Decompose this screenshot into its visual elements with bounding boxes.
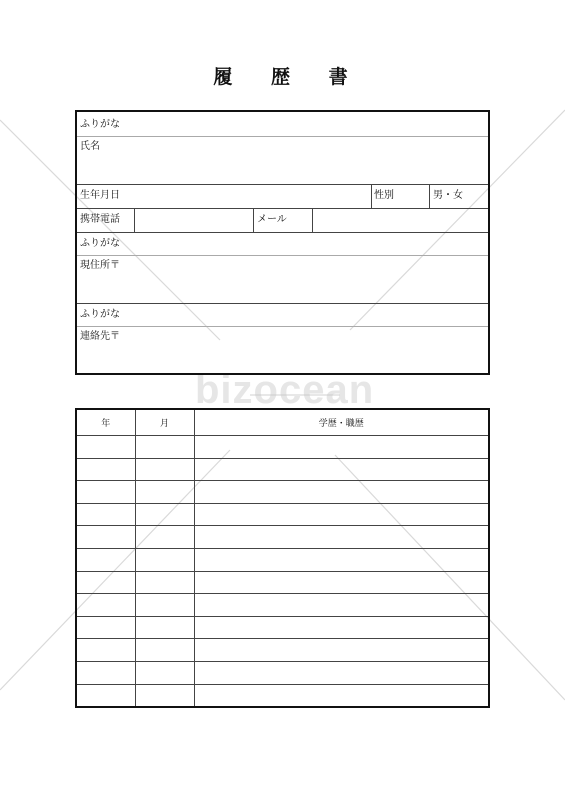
history-cell[interactable] [194,571,489,594]
month-cell[interactable] [135,594,194,617]
history-cell[interactable] [194,436,489,459]
email-field[interactable] [313,209,488,232]
history-cell[interactable] [194,503,489,526]
year-cell[interactable] [76,458,135,481]
history-cell[interactable] [194,639,489,662]
month-cell[interactable] [135,661,194,684]
address-field[interactable] [125,256,486,303]
contact-address-label: 連絡先〒 [80,331,120,342]
divider [77,136,488,137]
year-cell[interactable] [76,639,135,662]
year-cell[interactable] [76,594,135,617]
year-cell[interactable] [76,526,135,549]
contact-address-row [77,326,488,373]
month-cell[interactable] [135,616,194,639]
month-cell[interactable] [135,458,194,481]
page-title: 履 歴 書 [213,66,364,88]
month-cell[interactable] [135,503,194,526]
history-column-header: 学歴・職歴 [194,409,489,436]
table-row [76,661,489,684]
history-cell[interactable] [194,481,489,504]
name-label: 氏名 [80,141,100,152]
history-table [75,408,490,708]
table-row [76,571,489,594]
history-cell[interactable] [194,594,489,617]
history-cell[interactable] [194,458,489,481]
table-row [76,481,489,504]
year-cell[interactable] [76,548,135,571]
furigana-row-2 [77,232,488,255]
history-cell[interactable] [194,548,489,571]
table-row [76,639,489,662]
month-cell[interactable] [135,436,194,459]
address-label: 現住所〒 [80,260,120,271]
furigana-label-2: ふりがな [80,238,120,249]
year-cell[interactable] [76,684,135,707]
divider [429,185,430,208]
furigana-row-3 [77,303,488,326]
furigana-label-1: ふりがな [80,119,120,130]
month-column-header: 月 [135,409,194,436]
furigana-label-3: ふりがな [80,309,120,320]
month-cell[interactable] [135,481,194,504]
birthdate-row [77,184,488,208]
year-cell[interactable] [76,481,135,504]
contact-address-field[interactable] [125,327,486,373]
history-header-row [76,409,489,436]
table-row [76,684,489,707]
name-field[interactable] [107,138,486,182]
year-cell[interactable] [76,503,135,526]
table-row [76,436,489,459]
year-column-header: 年 [76,409,135,436]
history-cell[interactable] [194,661,489,684]
profile-section [75,110,490,375]
year-cell[interactable] [76,661,135,684]
table-row [76,458,489,481]
month-cell[interactable] [135,571,194,594]
history-cell[interactable] [194,616,489,639]
address-row [77,255,488,303]
table-row [76,616,489,639]
year-cell[interactable] [76,571,135,594]
month-cell[interactable] [135,684,194,707]
contact-row [77,208,488,232]
month-cell[interactable] [135,639,194,662]
birthdate-label: 生年月日 [80,190,120,201]
gender-value[interactable]: 男・女 [433,190,463,201]
table-row [76,503,489,526]
watermark-text: bizocean [195,368,375,412]
table-row [76,526,489,549]
mobile-field[interactable] [135,209,252,232]
gender-label: 性別 [374,190,394,201]
email-label: メール [257,214,287,225]
birthdate-field[interactable] [129,185,369,208]
month-cell[interactable] [135,526,194,549]
year-cell[interactable] [76,436,135,459]
divider [253,209,254,232]
year-cell[interactable] [76,616,135,639]
table-row [76,594,489,617]
mobile-label: 携帯電話 [80,214,120,225]
history-cell[interactable] [194,526,489,549]
table-row [76,548,489,571]
month-cell[interactable] [135,548,194,571]
history-cell[interactable] [194,684,489,707]
divider [371,185,372,208]
